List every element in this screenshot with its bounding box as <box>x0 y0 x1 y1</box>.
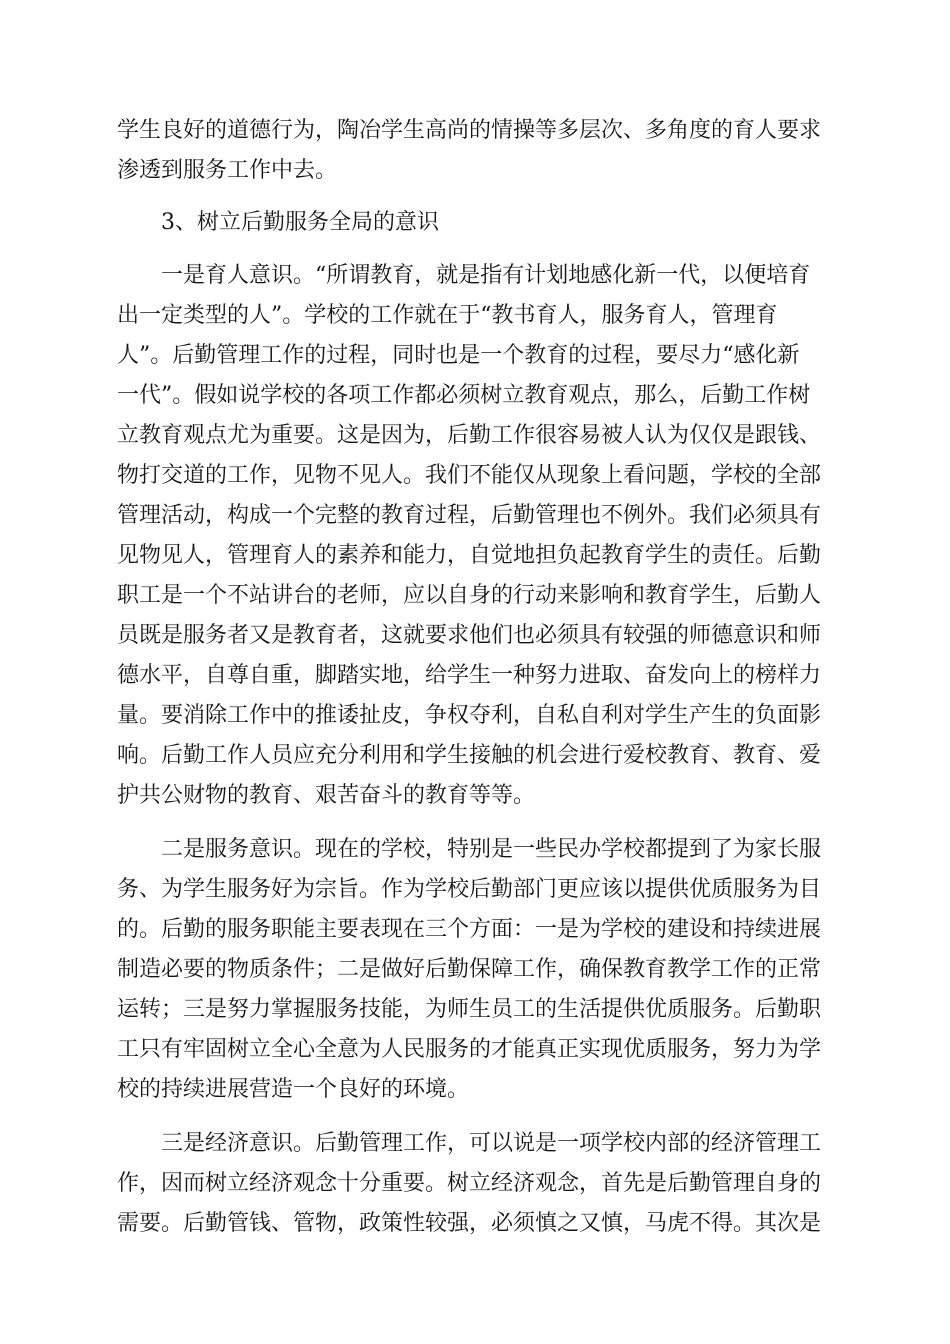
text-line: 德水平，自尊自重，脚踏实地，给学生一种努力进取、奋发向上的榜样力 <box>117 663 822 688</box>
text-line: 立教育观点尤为重要。这是因为，后勤工作很容易被人认为仅仅是跟钱、 <box>117 423 822 448</box>
text-line: 一代”。假如说学校的各项工作都必须树立教育观点，那么，后勤工作树 <box>117 383 811 408</box>
text-line: 工只有牢固树立全心全意为人民服务的才能真正实现优质服务，努力为学 <box>117 1037 822 1062</box>
text-line: 物打交道的工作，见物不见人。我们不能仅从现象上看问题，学校的全部 <box>117 463 822 488</box>
text-line: 一是育人意识。“所谓教育，就是指有计划地感化新一代，以便培育 <box>161 263 811 288</box>
text-line: 制造必要的物质条件；二是做好后勤保障工作，确保教育教学工作的正常 <box>117 957 822 982</box>
text-line: 渗透到服务工作中去。 <box>117 158 338 183</box>
text-line: 响。后勤工作人员应充分利用和学生接触的机会进行爱校教育、教育、爱 <box>117 743 822 768</box>
heading-text: 3、树立后勤服务全局的意识 <box>161 210 439 235</box>
text-line: 运转；三是努力掌握服务技能，为师生员工的生活提供优质服务。后勤职 <box>117 997 822 1022</box>
text-line: 人”。后勤管理工作的过程，同时也是一个教育的过程，要尽力“感化新 <box>117 343 800 368</box>
text-line: 学生良好的道德行为，陶冶学生高尚的情操等多层次、多角度的育人要求 <box>117 118 822 143</box>
text-line: 二是服务意识。现在的学校，特别是一些民办学校都提到了为家长服 <box>161 837 822 862</box>
text-line: 护共公财物的教育、艰苦奋斗的教育等等。 <box>117 783 536 808</box>
text-line: 员既是服务者又是教育者，这就要求他们也必须具有较强的师德意识和师 <box>117 623 822 648</box>
text-line: 校的持续进展营造一个良好的环境。 <box>117 1077 470 1102</box>
text-line: 职工是一个不站讲台的老师，应以自身的行动来影响和教育学生，后勤人 <box>117 583 822 608</box>
text-line: 务、为学生服务好为宗旨。作为学校后勤部门更应该以提供优质服务为目 <box>117 877 822 902</box>
text-line: 作，因而树立经济观念十分重要。树立经济观念，首先是后勤管理自身的 <box>117 1171 822 1196</box>
text-line: 需要。后勤管钱、管物，政策性较强，必须慎之又慎，马虎不得。其次是 <box>117 1211 822 1236</box>
text-line: 的。后勤的服务职能主要表现在三个方面：一是为学校的建设和持续进展 <box>117 917 822 942</box>
text-line: 三是经济意识。后勤管理工作，可以说是一项学校内部的经济管理工 <box>161 1131 822 1156</box>
text-line: 量。要消除工作中的推诿扯皮，争权夺利，自私自利对学生产生的负面影 <box>117 703 822 728</box>
text-line: 见物见人，管理育人的素养和能力，自觉地担负起教育学生的责任。后勤 <box>117 543 822 568</box>
text-line: 出一定类型的人”。学校的工作就在于“教书育人，服务育人，管理育 <box>117 303 778 328</box>
text-line: 管理活动，构成一个完整的教育过程，后勤管理也不例外。我们必须具有 <box>117 503 822 528</box>
